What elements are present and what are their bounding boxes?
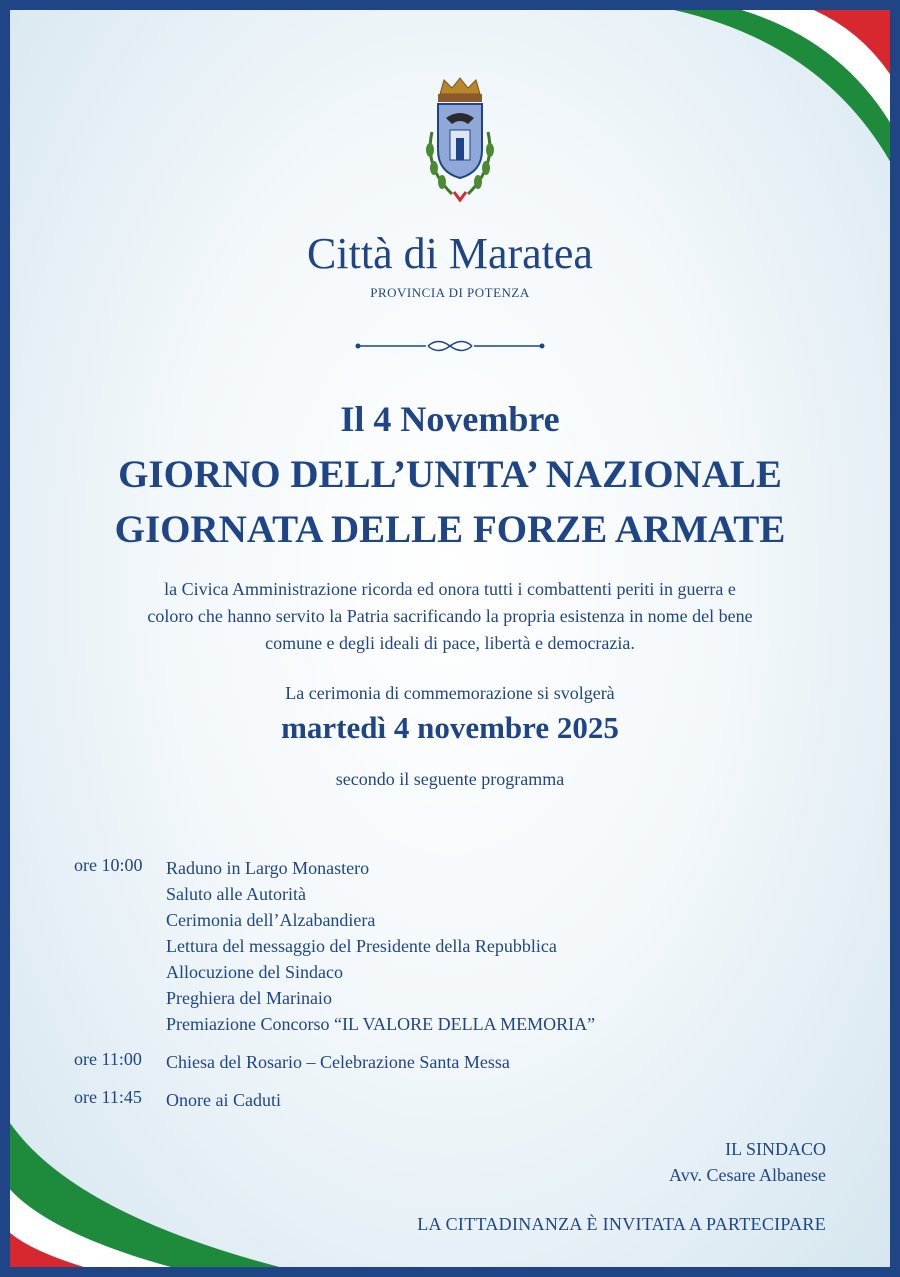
ceremony-intro: La cerimonia di commemorazione si svolgerà — [285, 683, 615, 703]
program-item: Chiesa del Rosario – Celebrazione Santa Messa — [166, 1052, 510, 1072]
mayor-title: IL SINDACO — [725, 1139, 826, 1159]
program-time: ore 11:00 — [74, 1049, 142, 1069]
ornament-divider-icon — [352, 335, 548, 357]
program-items — [166, 855, 595, 1037]
signature-block — [669, 1136, 826, 1188]
province-label: PROVINCIA DI POTENZA — [370, 285, 530, 300]
program-item: Preghiera del Marinaio — [166, 988, 332, 1008]
tricolor-ribbon-top-right — [570, 0, 900, 190]
intro-line: la Civica Amministrazione ricorda ed onora tutti i combattenti periti in guerra e — [164, 579, 736, 599]
coat-of-arms-icon — [410, 72, 510, 212]
program-schedule — [74, 855, 595, 1125]
heading-unity-day: GIORNO DELL’UNITA’ NAZIONALE — [118, 453, 782, 496]
program-items — [166, 1087, 281, 1113]
program-item: Saluto alle Autorità — [166, 884, 306, 904]
program-block — [74, 855, 595, 1037]
program-time: ore 11:45 — [74, 1087, 142, 1107]
program-item: Lettura del messaggio del Presidente della Repubblica — [166, 936, 557, 956]
program-item: Premiazione Concorso “IL VALORE DELLA MEMORIA” — [166, 1014, 596, 1034]
heading-date: Il 4 Novembre — [340, 399, 560, 439]
program-time: ore 10:00 — [74, 855, 143, 875]
city-title: Città di Maratea — [307, 229, 593, 278]
heading-armed-forces-day: GIORNATA DELLE FORZE ARMATE — [114, 508, 786, 551]
program-item: Raduno in Largo Monastero — [166, 858, 370, 878]
mayor-name: Avv. Cesare Albanese — [669, 1165, 826, 1185]
program-item: Cerimonia dell’Alzabandiera — [166, 910, 376, 930]
invitation-text: LA CITTADINANZA È INVITATA A PARTECIPARE — [417, 1214, 826, 1234]
intro-line: comune e degli ideali di pace, libertà e democrazia. — [265, 633, 635, 653]
program-item: Onore ai Caduti — [166, 1090, 281, 1110]
program-item: Allocuzione del Sindaco — [166, 962, 343, 982]
program-block — [74, 1087, 595, 1113]
program-block — [74, 1049, 595, 1075]
program-intro: secondo il seguente programma — [335, 769, 565, 789]
intro-line: coloro che hanno servito la Patria sacrificando la propria esistenza in nome del bene — [147, 606, 753, 626]
ceremony-date: martedì 4 novembre 2025 — [281, 710, 619, 745]
program-items — [166, 1049, 510, 1075]
intro-paragraph — [10, 576, 890, 657]
